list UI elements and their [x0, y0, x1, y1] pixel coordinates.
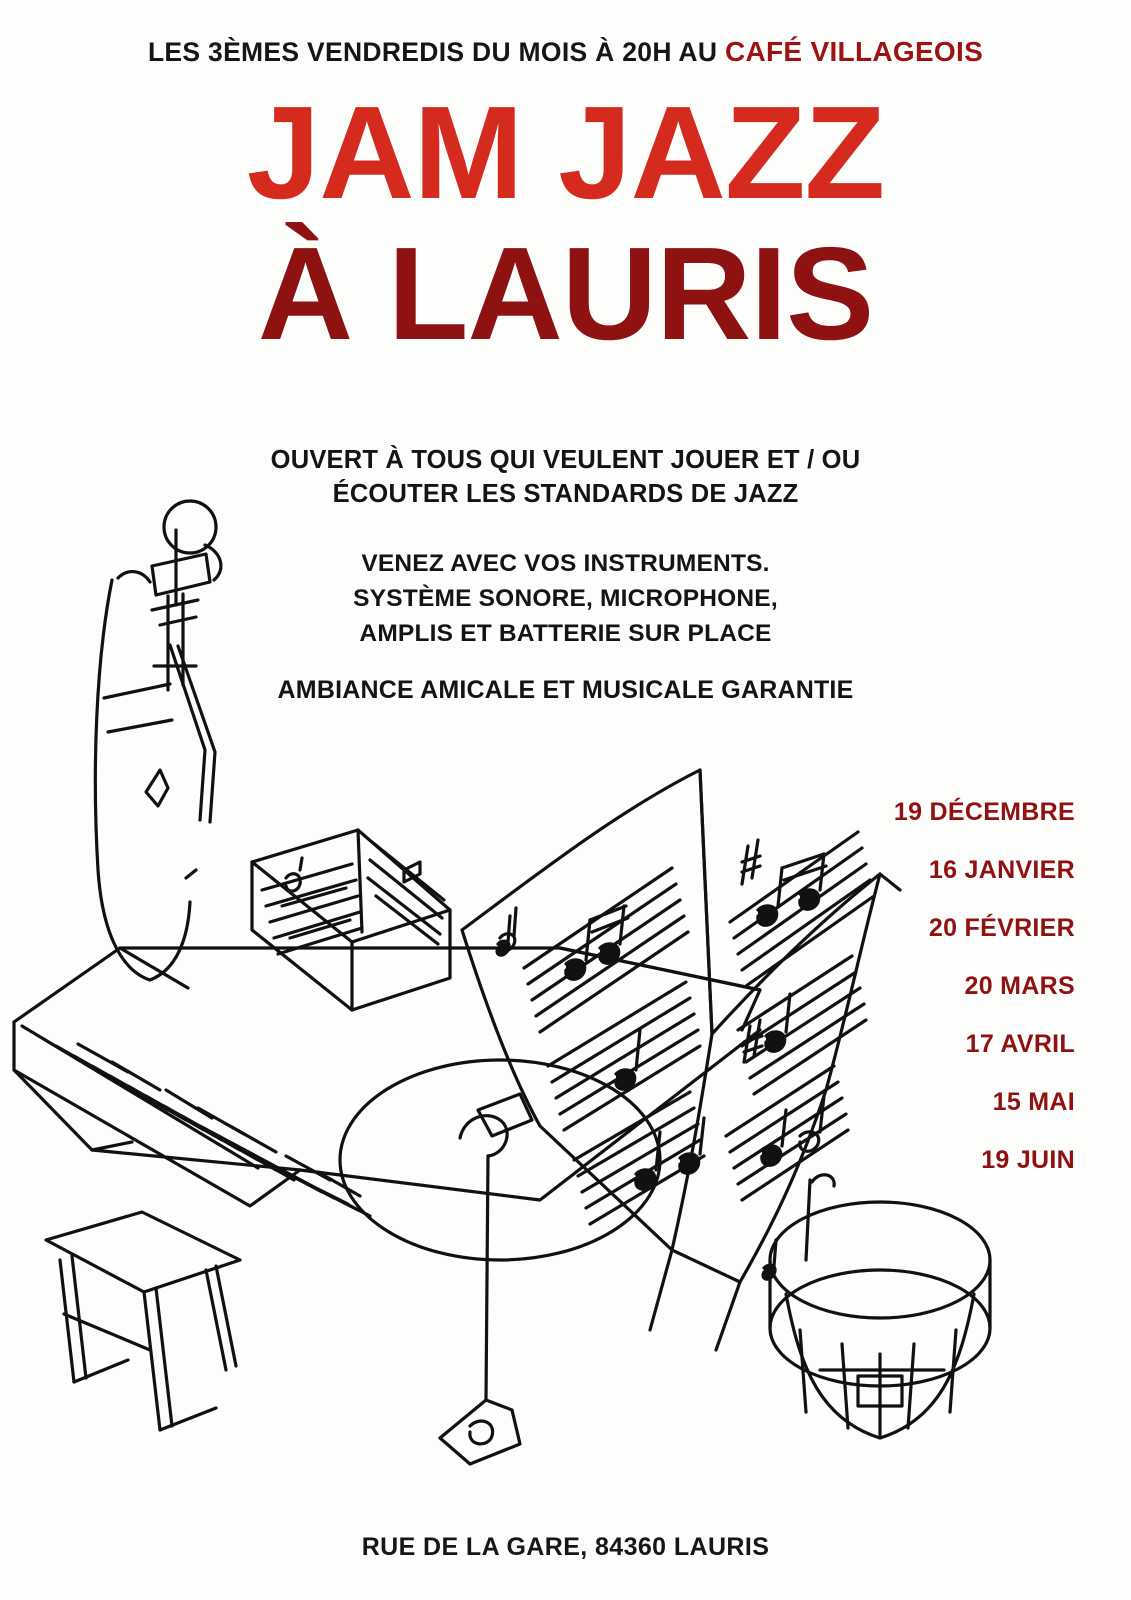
page-title — [0, 79, 1131, 367]
date-item: 17 AVRIL — [965, 1030, 1075, 1058]
title-line-1: JAM JAZZ — [246, 79, 885, 226]
para2-line2: SYSTÈME SONORE, MICROPHONE, — [353, 584, 778, 612]
para1-line2: ÉCOUTER LES STANDARDS DE JAZZ — [332, 479, 799, 508]
date-item: 19 DÉCEMBRE — [893, 798, 1075, 826]
date-item: 16 JANVIER — [928, 856, 1075, 884]
date-item: 15 MAI — [992, 1088, 1075, 1116]
footer-address: RUE DE LA GARE, 84360 LAURIS — [361, 1533, 770, 1561]
date-item: 20 MARS — [964, 972, 1075, 1000]
date-item: 20 FÉVRIER — [928, 914, 1075, 942]
para2-line3: AMPLIS ET BATTERIE SUR PLACE — [359, 619, 772, 647]
header-venue: CAFÉ VILLAGEOIS — [724, 36, 984, 67]
title-line-2: À LAURIS — [257, 219, 874, 367]
dates-list — [775, 800, 1075, 1206]
header-prefix: LES 3ÈMES VENDREDIS DU MOIS À 20H AU — [147, 37, 725, 67]
paragraph-open-to-all — [0, 444, 1131, 512]
date-item: 19 JUIN — [981, 1146, 1075, 1174]
header-line — [0, 36, 1131, 68]
para2-line1: VENEZ AVEC VOS INSTRUMENTS. — [361, 550, 770, 577]
para1-line1: OUVERT À TOUS QUI VEULENT JOUER ET / OU — [270, 446, 861, 474]
paragraph-equipment — [0, 547, 1131, 651]
paragraph-ambiance: AMBIANCE AMICALE ET MUSICALE GARANTIE — [277, 676, 854, 704]
